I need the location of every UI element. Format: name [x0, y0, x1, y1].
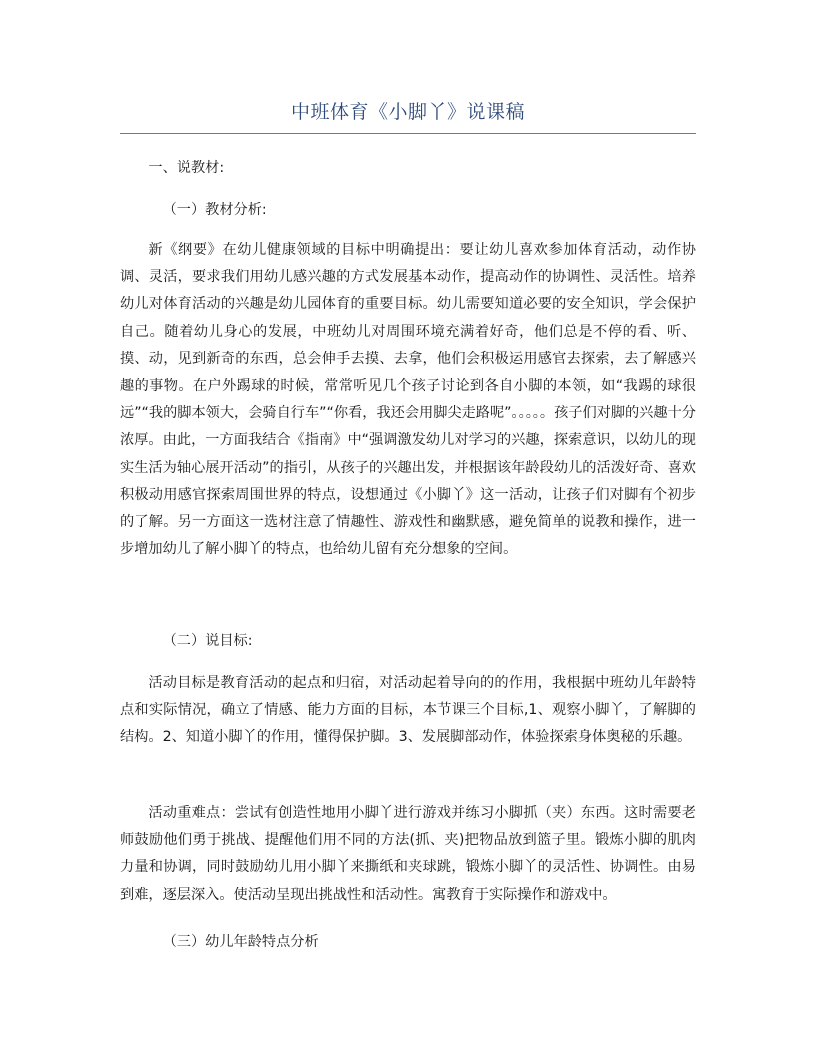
subheading-material-analysis: （一）教材分析: [162, 202, 267, 218]
page-title: 中班体育《小脚丫》说课稿 [290, 101, 525, 123]
section-heading-teaching-material: 一、说教材: [148, 160, 225, 176]
paragraph-objectives: 活动目标是教育活动的起点和归宿，对活动起着导向的的作用，我根据中班幼儿年龄特点和实际情况，确立了情感、能力方面的目标，本节课三个目标,1、观察小脚丫，了解脚的结构。2、知道小脚丫的作用，懂得保护脚。3、发展脚部动作，体验探索身体奥秘的乐趣。 [120, 675, 696, 746]
paragraph-key-difficulties: 活动重难点：尝试有创造性地用小脚丫进行游戏并练习小脚抓（夹）东西。这时需要老师鼓励他们勇于挑战、提醒他们用不同的方法(抓、夹)把物品放到篮子里。锻炼小脚的肌肉力量和协调，同时鼓励幼儿用小脚丫来撕纸和夹球跳，锻炼小脚丫的灵活性、协调性。由易到难，逐层深入。使活动呈现出挑战性和活动性。寓教育于实际操作和游戏中。 [120, 805, 696, 903]
paragraph-material-analysis: 新《纲要》在幼儿健康领域的目标中明确提出：要让幼儿喜欢参加体育活动，动作协调、灵活，要求我们用幼儿感兴趣的方式发展基本动作，提高动作的协调性、灵活性。培养幼儿对体育活动的兴趣是幼儿园体育的重要目标。幼儿需要知道必要的安全知识，学会保护自己。随着幼儿身心的发展，中班幼儿对周围环境充满着好奇，他们总是不停的看、听、摸、动，见到新奇的东西，总会伸手去摸、去拿，他们会积极运用感官去探索，去了解感兴趣的事物。在户外踢球的时候，常常听见几个孩子讨论到各自小脚的本领，如“我踢的球很远”“我的脚本领大，会骑自行车”“你看，我还会用脚尖走路呢”。。。。。孩子们对脚的兴趣十分浓厚。由此，一方面我结合《指南》中“强调激发幼儿对学习的兴趣，探索意识，以幼儿的现实生活为轴心展开活动”的指引，从孩子的兴趣出发，并根据该年龄段幼儿的活泼好奇、喜欢积极动用感官探索周围世界的特点，设想通过《小脚丫》这一活动，让孩子们对脚有个初步的了解。另一方面这一选材注意了情趣性、游戏性和幽默感，避免简单的说教和操作，进一步增加幼儿了解小脚丫的特点，也给幼儿留有充分想象的空间。 [120, 242, 696, 558]
title-underline [120, 133, 696, 134]
subheading-objectives: （二）说目标: [162, 633, 253, 649]
subheading-age-characteristics: （三）幼儿年龄特点分析 [162, 934, 319, 950]
